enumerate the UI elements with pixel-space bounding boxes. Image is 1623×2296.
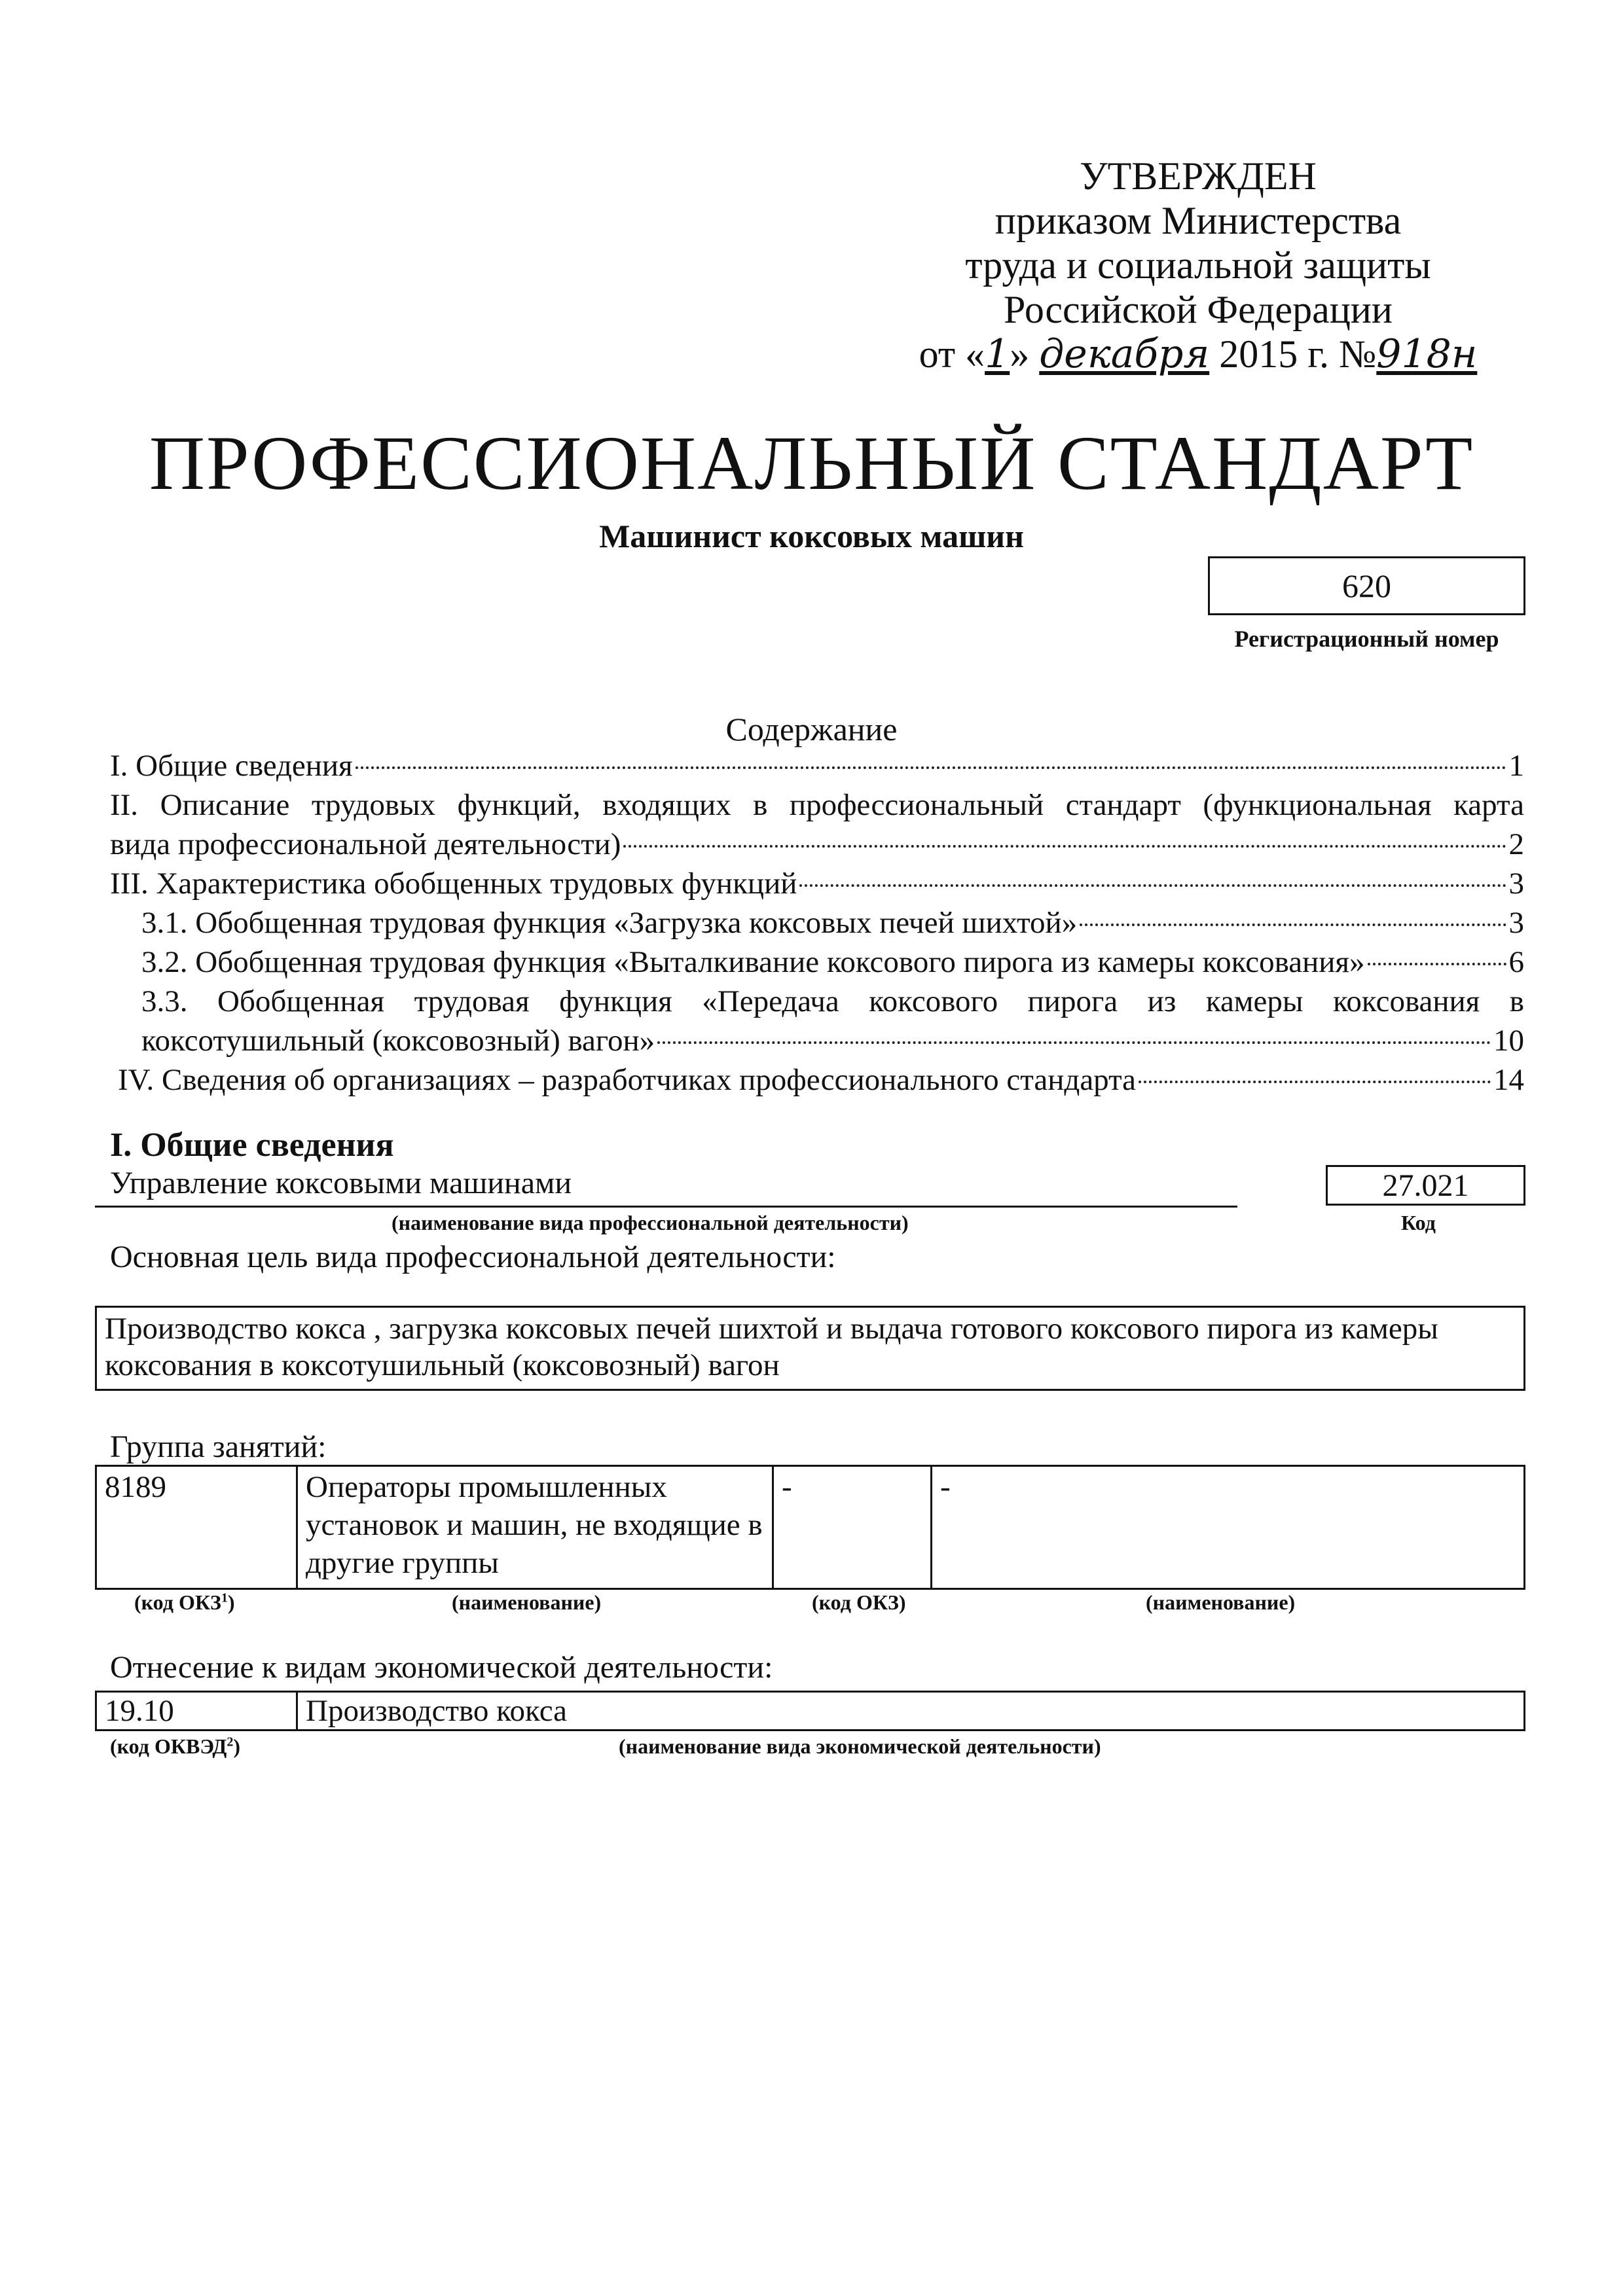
document-title: ПРОФЕССИОНАЛЬНЫЙ СТАНДАРТ (149, 420, 1474, 506)
toc-leader (1368, 963, 1506, 965)
toc-leader (623, 845, 1506, 848)
toc-item-page: 6 (1508, 945, 1524, 979)
activity-underline (95, 1206, 1237, 1208)
okz-name-caption-2: (наименование) (1146, 1590, 1296, 1614)
toc-item[interactable] (110, 1060, 1524, 1100)
approval-line-1: УТВЕРЖДЕН (1080, 154, 1317, 198)
approval-line-3: труда и социальной защиты (965, 243, 1431, 287)
toc-leader (657, 1041, 1491, 1044)
approval-block (903, 154, 1493, 376)
okz-code-cell-2: - (773, 1466, 932, 1589)
document-subtitle: Машинист коксовых машин (599, 518, 1024, 554)
date-year: 2015 г. № (1219, 332, 1377, 376)
okz-name-cell-2: - (932, 1466, 1525, 1589)
registration-number-caption: Регистрационный номер (1234, 626, 1499, 652)
toc-item-page: 3 (1508, 867, 1524, 901)
okved-name-cell: Производство кокса (297, 1692, 1525, 1731)
toc-item[interactable] (110, 864, 1524, 903)
toc-item-page: 14 (1493, 1063, 1524, 1097)
toc-item-text: III. Характеристика обобщенных трудовых функций (110, 867, 797, 901)
activity-code: 27.021 (1382, 1168, 1469, 1203)
toc-item-text: IV. Сведения об организациях – разработчиках профессионального стандарта (118, 1063, 1137, 1097)
okved-code-cell: 19.10 (96, 1692, 297, 1731)
group-label: Группа занятий: (110, 1429, 327, 1464)
goal-box (95, 1306, 1525, 1391)
econ-label: Отнесение к видам экономической деятельности: (110, 1650, 773, 1685)
toc-item-text: 3.1. Обобщенная трудовая функция «Загрузка коксовых печей шихтой» (141, 906, 1078, 940)
date-mid: » (1010, 332, 1030, 376)
registration-number-box (1208, 556, 1525, 615)
goal-label: Основная цель вида профессиональной деятельности: (110, 1240, 836, 1274)
handwritten-day: 1 (985, 331, 1010, 377)
toc-item-text: I. Общие сведения (110, 749, 353, 783)
okved-code-caption: (код ОКВЭД$^2$) (110, 1734, 241, 1758)
approval-line-2: приказом Министерства (994, 199, 1402, 242)
okz-code-cell: 8189 (96, 1466, 297, 1589)
activity-caption: (наименование вида профессиональной деятельности) (392, 1211, 909, 1234)
toc-item-line1[interactable]: 3.3. Обобщенная трудовая функция «Передача коксового пирога из камеры коксования в (141, 984, 1524, 1018)
section-heading: I. Общие сведения (110, 1126, 394, 1164)
toc-title: Содержание (725, 711, 898, 747)
activity-name: Управление коксовыми машинами (110, 1166, 572, 1200)
handwritten-month: декабря (1039, 331, 1210, 377)
toc-item-page: 1 (1508, 749, 1524, 783)
toc-item-page: 10 (1493, 1024, 1524, 1058)
okz-code-caption-2: (код ОКЗ) (812, 1590, 906, 1614)
date-prefix: от « (919, 332, 985, 376)
table-of-contents (110, 746, 1524, 1100)
toc-item[interactable] (110, 942, 1524, 982)
toc-item-page: 3 (1508, 906, 1524, 940)
goal-text: Производство кокса , загрузка коксовых печей шихтой и выдача готового коксового пирога из камеры коксования в коксотушильный (коксовозный) вагон (105, 1312, 1438, 1382)
approval-line-4: Российской Федерации (1003, 288, 1393, 331)
toc-leader (1139, 1081, 1491, 1083)
toc-item[interactable] (110, 825, 1524, 864)
code-caption: Код (1401, 1211, 1436, 1234)
toc-leader (356, 766, 1506, 769)
toc-leader (1080, 924, 1506, 926)
toc-item-text: коксотушильный (коксовозный) вагон» (141, 1024, 655, 1058)
occupation-group-table (95, 1465, 1525, 1590)
toc-item-text: 3.2. Обобщенная трудовая функция «Выталкивание коксового пирога из камеры коксования» (141, 945, 1365, 979)
toc-item[interactable] (110, 903, 1524, 942)
toc-item-line1[interactable]: II. Описание трудовых функций, входящих в профессиональный стандарт (функциональная карта (110, 788, 1524, 822)
activity-code-box (1326, 1165, 1525, 1206)
okved-name-caption: (наименование вида экономической деятельности) (619, 1734, 1101, 1758)
toc-item[interactable] (110, 746, 1524, 785)
okz-name-caption: (наименование) (452, 1590, 602, 1614)
toc-item-page: 2 (1508, 827, 1524, 861)
okz-name-cell: Операторы промышленных установок и машин, не входящие в другие группы (297, 1466, 773, 1589)
handwritten-order-number: 918н (1376, 331, 1478, 377)
registration-number: 620 (1342, 567, 1391, 604)
toc-item[interactable] (110, 1021, 1524, 1060)
toc-leader (799, 884, 1506, 887)
approval-date-line (903, 332, 1493, 376)
okz-code-caption: (код ОКЗ$^1$) (134, 1590, 235, 1614)
toc-item-text: вида профессиональной деятельности) (110, 827, 621, 861)
econ-activity-table (95, 1691, 1525, 1731)
